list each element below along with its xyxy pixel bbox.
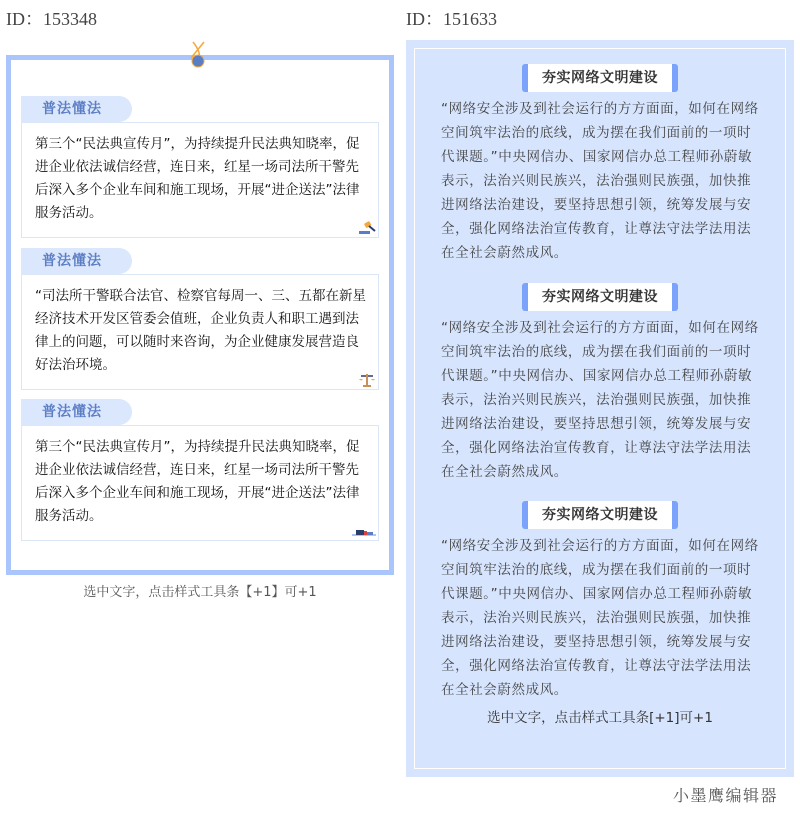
section[interactable] bbox=[415, 64, 785, 265]
template-id-label: ID：151633 bbox=[406, 9, 497, 29]
section-body: “网络安全涉及到社会运行的方方面面，如何在网络空间筑牢法治的底线，成为摆在我们面前的一项时代课题。”中央网信办、国家网信办总工程师孙蔚敏表示，法治兴则民族兴，法治强则民族强，加快推进网络法治建设，要坚持思想引领，统筹发展与安全，强化网络法治宣传教育，让尊法守法学法用法在全社会蔚然成风。 bbox=[441, 101, 759, 261]
law-tag: 普法懂法 bbox=[21, 96, 132, 122]
law-book-icon bbox=[352, 528, 376, 538]
law-card-text: “司法所干警联合法官、检察官每周一、三、五都在新星经济技术开发区管委会值班，企业负责人和职工遇到法律上的问题，可以随时来咨询，为企业健康发展营造良好法治环境。 bbox=[35, 288, 366, 373]
section-body: “网络安全涉及到社会运行的方方面面，如何在网络空间筑牢法治的底线，成为摆在我们面前的一项时代课题。”中央网信办、国家网信办总工程师孙蔚敏表示，法治兴则民族兴，法治强则民族强，加快推进网络法治建设，要坚持思想引领，统筹发展与安全，强化网络法治宣传教育，让尊法守法学法用法在全社会蔚然成风。 bbox=[441, 320, 759, 480]
section-body: “网络安全涉及到社会运行的方方面面，如何在网络空间筑牢法治的底线，成为摆在我们面前的一项时代课题。”中央网信办、国家网信办总工程师孙蔚敏表示，法治兴则民族兴，法治强则民族强，加快推进网络法治建设，要坚持思想引领，统筹发展与安全，强化网络法治宣传教育，让尊法守法学法用法在全社会蔚然成风。 bbox=[441, 538, 759, 698]
template-id-label: ID：153348 bbox=[6, 9, 97, 29]
section[interactable] bbox=[415, 501, 785, 702]
law-block[interactable] bbox=[21, 399, 379, 541]
law-card[interactable] bbox=[21, 274, 379, 390]
scales-icon bbox=[358, 373, 376, 387]
section-title: 夯实网络文明建设 bbox=[522, 64, 678, 92]
law-card-text: 第三个“民法典宣传月”，为持续提升民法典知晓率，促进企业依法诚信经营，连日来，红星一场司法所干警先后深入多个企业车间和施工现场，开展“进企送法”法律服务活动。 bbox=[35, 439, 360, 524]
law-card[interactable] bbox=[21, 122, 379, 238]
section[interactable] bbox=[415, 283, 785, 484]
law-block[interactable] bbox=[21, 96, 379, 238]
gavel-icon bbox=[358, 221, 376, 235]
pin-icon bbox=[187, 40, 209, 68]
section-title: 夯实网络文明建设 bbox=[522, 501, 678, 529]
law-card-text: 第三个“民法典宣传月”，为持续提升民法典知晓率，促进企业依法诚信经营，连日来，红星一场司法所干警先后深入多个企业车间和施工现场，开展“进企送法”法律服务活动。 bbox=[35, 136, 360, 221]
law-block[interactable] bbox=[21, 248, 379, 390]
law-tag: 普法懂法 bbox=[21, 399, 132, 425]
law-tag: 普法懂法 bbox=[21, 248, 132, 274]
right-template-frame[interactable] bbox=[406, 40, 794, 777]
section-title: 夯实网络文明建设 bbox=[522, 283, 678, 311]
law-card[interactable] bbox=[21, 425, 379, 541]
right-inner-border bbox=[414, 48, 786, 769]
left-caption: 选中文字，点击样式工具条【+1】可+1 bbox=[83, 585, 317, 600]
brand-watermark: 小墨鹰编辑器 bbox=[672, 786, 778, 805]
right-caption: 选中文字，点击样式工具条[+1]可+1 bbox=[487, 710, 713, 726]
left-template-frame[interactable] bbox=[6, 55, 394, 575]
